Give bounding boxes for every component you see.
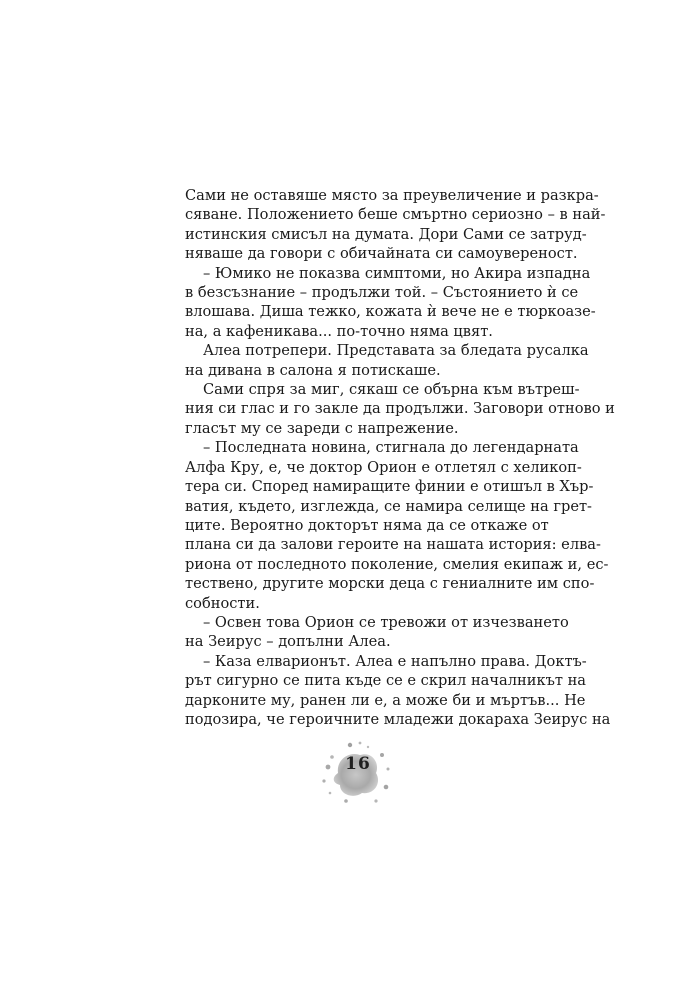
- text-line: – Юмико не показва симптоми, но Акира изпадна: [203, 264, 591, 282]
- text-line: ватия, където, изглежда, се намира селище на грет-: [185, 497, 592, 515]
- text-line: гласът му се зареди с напрежение.: [185, 419, 459, 437]
- text-line: – Освен това Орион се тревожи от изчезването: [203, 613, 569, 631]
- text-line: на Зеирус – допълни Алеа.: [185, 633, 391, 651]
- text-line: истинския смисъл на думата. Дори Сами се затруд-: [185, 225, 587, 243]
- text-line: риона от последното поколение, смелия екипаж и, ес-: [185, 555, 609, 573]
- text-line: собности.: [185, 594, 260, 612]
- text-line: на дивана в салона я потискаше.: [185, 361, 441, 379]
- text-line: в безсъзнание – продължи той. – Състоянието ѝ се: [185, 284, 579, 302]
- text-line: – Последната новина, стигнала до легендарната: [203, 439, 579, 457]
- text-line: влошава. Диша тежко, кожата ѝ вече не е тюркоазе-: [185, 303, 596, 321]
- text-line: ния си глас и го закле да продължи. Заговори отново и: [185, 400, 615, 418]
- text-line: Сами не оставяше място за преувеличение и разкра-: [185, 187, 599, 204]
- text-line: Алеа потрепери. Представата за бледата русалка: [203, 342, 589, 360]
- text-line: няваше да говори с обичайната си самоувереност.: [185, 245, 578, 263]
- text-line: ците. Вероятно докторът няма да се откаже от: [185, 516, 549, 534]
- text-line: Алфа Кру, е, че доктор Орион е отлетял с хеликоп-: [185, 458, 582, 476]
- text-line: рът сигурно се пита къде се е скрил началникът на: [185, 672, 586, 690]
- text-line: тествено, другите морски деца с гениалните им спо-: [185, 575, 595, 593]
- body-text: [185, 186, 615, 729]
- text-line: – Каза елварионът. Алеа е напълно права. Доктъ-: [203, 652, 587, 670]
- text-line: на, а кафеникава... по-точно няма цвят.: [185, 322, 493, 340]
- page-number: 16: [345, 754, 371, 774]
- text-line: подозира, че героичните младежи докараха Зеирус на: [185, 710, 611, 728]
- text-line: Сами спря за миг, сякаш се обърна към вътреш-: [203, 381, 580, 399]
- text-line: сяване. Положението беше смъртно сериозно – в най-: [185, 206, 606, 224]
- text-line: плана си да залови героите на нашата история: елва-: [185, 536, 601, 554]
- text-line: дарконите му, ранен ли е, а може би и мъртъв... Не: [185, 691, 586, 709]
- text-line: тера си. Според намиращите финии е отишъл в Хър-: [185, 478, 594, 496]
